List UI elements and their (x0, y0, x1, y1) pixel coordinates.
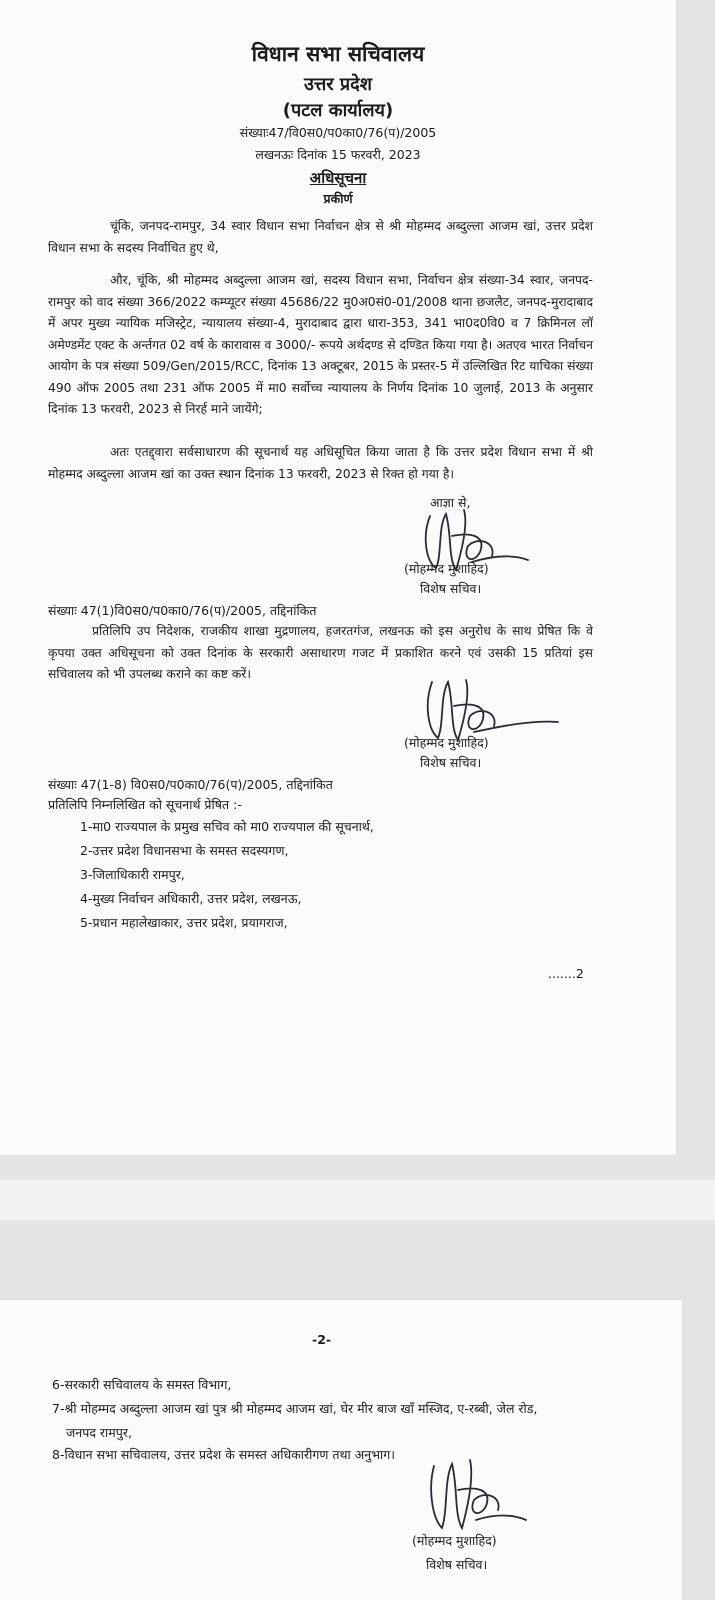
by-order-text: आज्ञा से, (430, 495, 471, 510)
list-item: 3-जिलाधिकारी रामपुर, (80, 867, 185, 882)
signatory-designation: विशेष सचिव। (420, 755, 482, 770)
reference-number: संख्याः47/वि0स0/प0का0/76(प)/2005 (239, 125, 437, 140)
page-number: -2- (312, 1332, 332, 1347)
copy2-reference: संख्याः 47(1-8) वि0स0/प0का0/76(प)/2005, तद्दिनांकित (48, 777, 333, 792)
signatory-name: (मोहम्मद मुशाहिद) (404, 735, 489, 750)
signature-image (420, 1448, 530, 1538)
list-item: 8-विधान सभा सचिवालय, उत्तर प्रदेश के समस्त अधिकारीगण तथा अनुभाग। (52, 1447, 395, 1462)
signatory-name: (मोहम्मद मुशाहिद) (412, 1533, 497, 1548)
list-item: 6-सरकारी सचिवालय के समस्त विभाग, (52, 1377, 232, 1392)
notification-subheading: प्रकीर्ण (323, 191, 353, 206)
signatory-designation: विशेष सचिव। (420, 581, 482, 596)
signatory-designation: विशेष सचिव। (426, 1557, 488, 1572)
list-item: 1-मा0 राज्यपाल के प्रमुख सचिव को मा0 राज्यपाल की सूचनार्थ, (80, 819, 374, 834)
list-item: 7-श्री मोहम्मद अब्दुल्ला आजम खां पुत्र श्री मोहम्मद आजम खां, घेर मीर बाज खाँ मस्जिद, ए-रब्बी, जेल रोड, (52, 1401, 538, 1416)
copy1-reference: संख्याः 47(1)वि0स0/प0का0/76(प)/2005, तद्दिनांकित (48, 603, 317, 618)
signatory-name: (मोहम्मद मुशाहिद) (404, 561, 489, 576)
office-title: विधान सभा सचिवालय (251, 42, 425, 66)
office-subtitle: (पटल कार्यालय) (282, 100, 394, 121)
paragraph-2: और, चूंकि, श्री मोहम्मद अब्दुल्ला आजम खां, सदस्य विधान सभा, निर्वाचन क्षेत्र संख्या-34 स्वार, जनपद-रामपुर को वाद संख्या 366/2022 कम्प्यूटर संख्या 45686/22 मु0अ0सं0-01/2008 थाना छजलैट, जनपद-मुरादाबाद में अपर मुख्य न्यायिक मजिस्ट्रेट, न्यायालय संख्या-4, मुरादाबाद द्वारा धारा-353, 341 भा0द0वि0 व 7 क्रिमिनल लॉ अमेण्डमेंट एक्ट के अर्न्तगत 02 वर्ष के कारावास व 3000/- रूपये अर्थदण्ड से दण्डित किया गया है। अतएव भारत निर्वाचन आयोग के पत्र संख्या 509/Gen/2015/RCC, दिनांक 13 अक्टूबर, 2015 के प्रस्तर-5 में उल्लिखित रिट याचिका संख्या 490 ऑफ 2005 तथा 231 ऑफ 2005 में मा0 सर्वोच्च न्यायालय के निर्णय दिनांक 10 जुलाई, 2013 के अनुसार दिनांक 13 फरवरी, 2023 से निरर्ह माने जायेंगे; (48, 273, 593, 416)
notification-heading: अधिसूचना (309, 169, 367, 187)
date-line: लखनऊः दिनांक 15 फरवरी, 2023 (255, 147, 421, 162)
list-item: 4-मुख्य निर्वाचन अधिकारी, उत्तर प्रदेश, लखनऊ, (80, 891, 302, 906)
paragraph-1: चूंकि, जनपद-रामपुर, 34 स्वार विधान सभा निर्वाचन क्षेत्र से श्री मोहम्मद अब्दुल्ला आजम खां, उत्तर प्रदेश विधान सभा के सदस्य निर्वाचित हुए थे, (48, 219, 593, 255)
list-item: 5-प्रधान महालेखाकार, उत्तर प्रदेश, प्रयागराज, (80, 915, 288, 930)
copy1-body: प्रतिलिपि उप निदेशक, राजकीय शाखा मुद्रणालय, हजरतगंज, लखनऊ को इस अनुरोध के साथ प्रेषित कि वे कृपया उक्त अधिसूचना को उक्त दिनांक के सरकारी असाधारण गजट में प्रकाशित करने एवं उसकी 15 प्रतियां इस सचिवालय को भी उपलब्ध कराने का कष्ट करें। (48, 624, 593, 681)
page-gap (0, 1180, 715, 1220)
list-item: जनपद रामपुर, (66, 1425, 132, 1440)
state-name: उत्तर प्रदेश (304, 74, 372, 95)
copy2-intro: प्रतिलिपि निम्नलिखित को सूचनार्थ प्रेषित :- (48, 797, 242, 812)
continued-marker: .......2 (548, 966, 584, 981)
paragraph-3: अतः एतद्द्वारा सर्वसाधारण की सूचनार्थ यह अधिसूचित किया जाता है कि उत्तर प्रदेश विधान सभा में श्री मोहम्मद अब्दुल्ला आजम खां का उक्त स्थान दिनांक 13 फरवरी, 2023 से रिक्त हो गया है। (48, 445, 593, 481)
list-item: 2-उत्तर प्रदेश विधानसभा के समस्त सदस्यगण, (80, 843, 289, 858)
document-page-2 (0, 1300, 682, 1600)
